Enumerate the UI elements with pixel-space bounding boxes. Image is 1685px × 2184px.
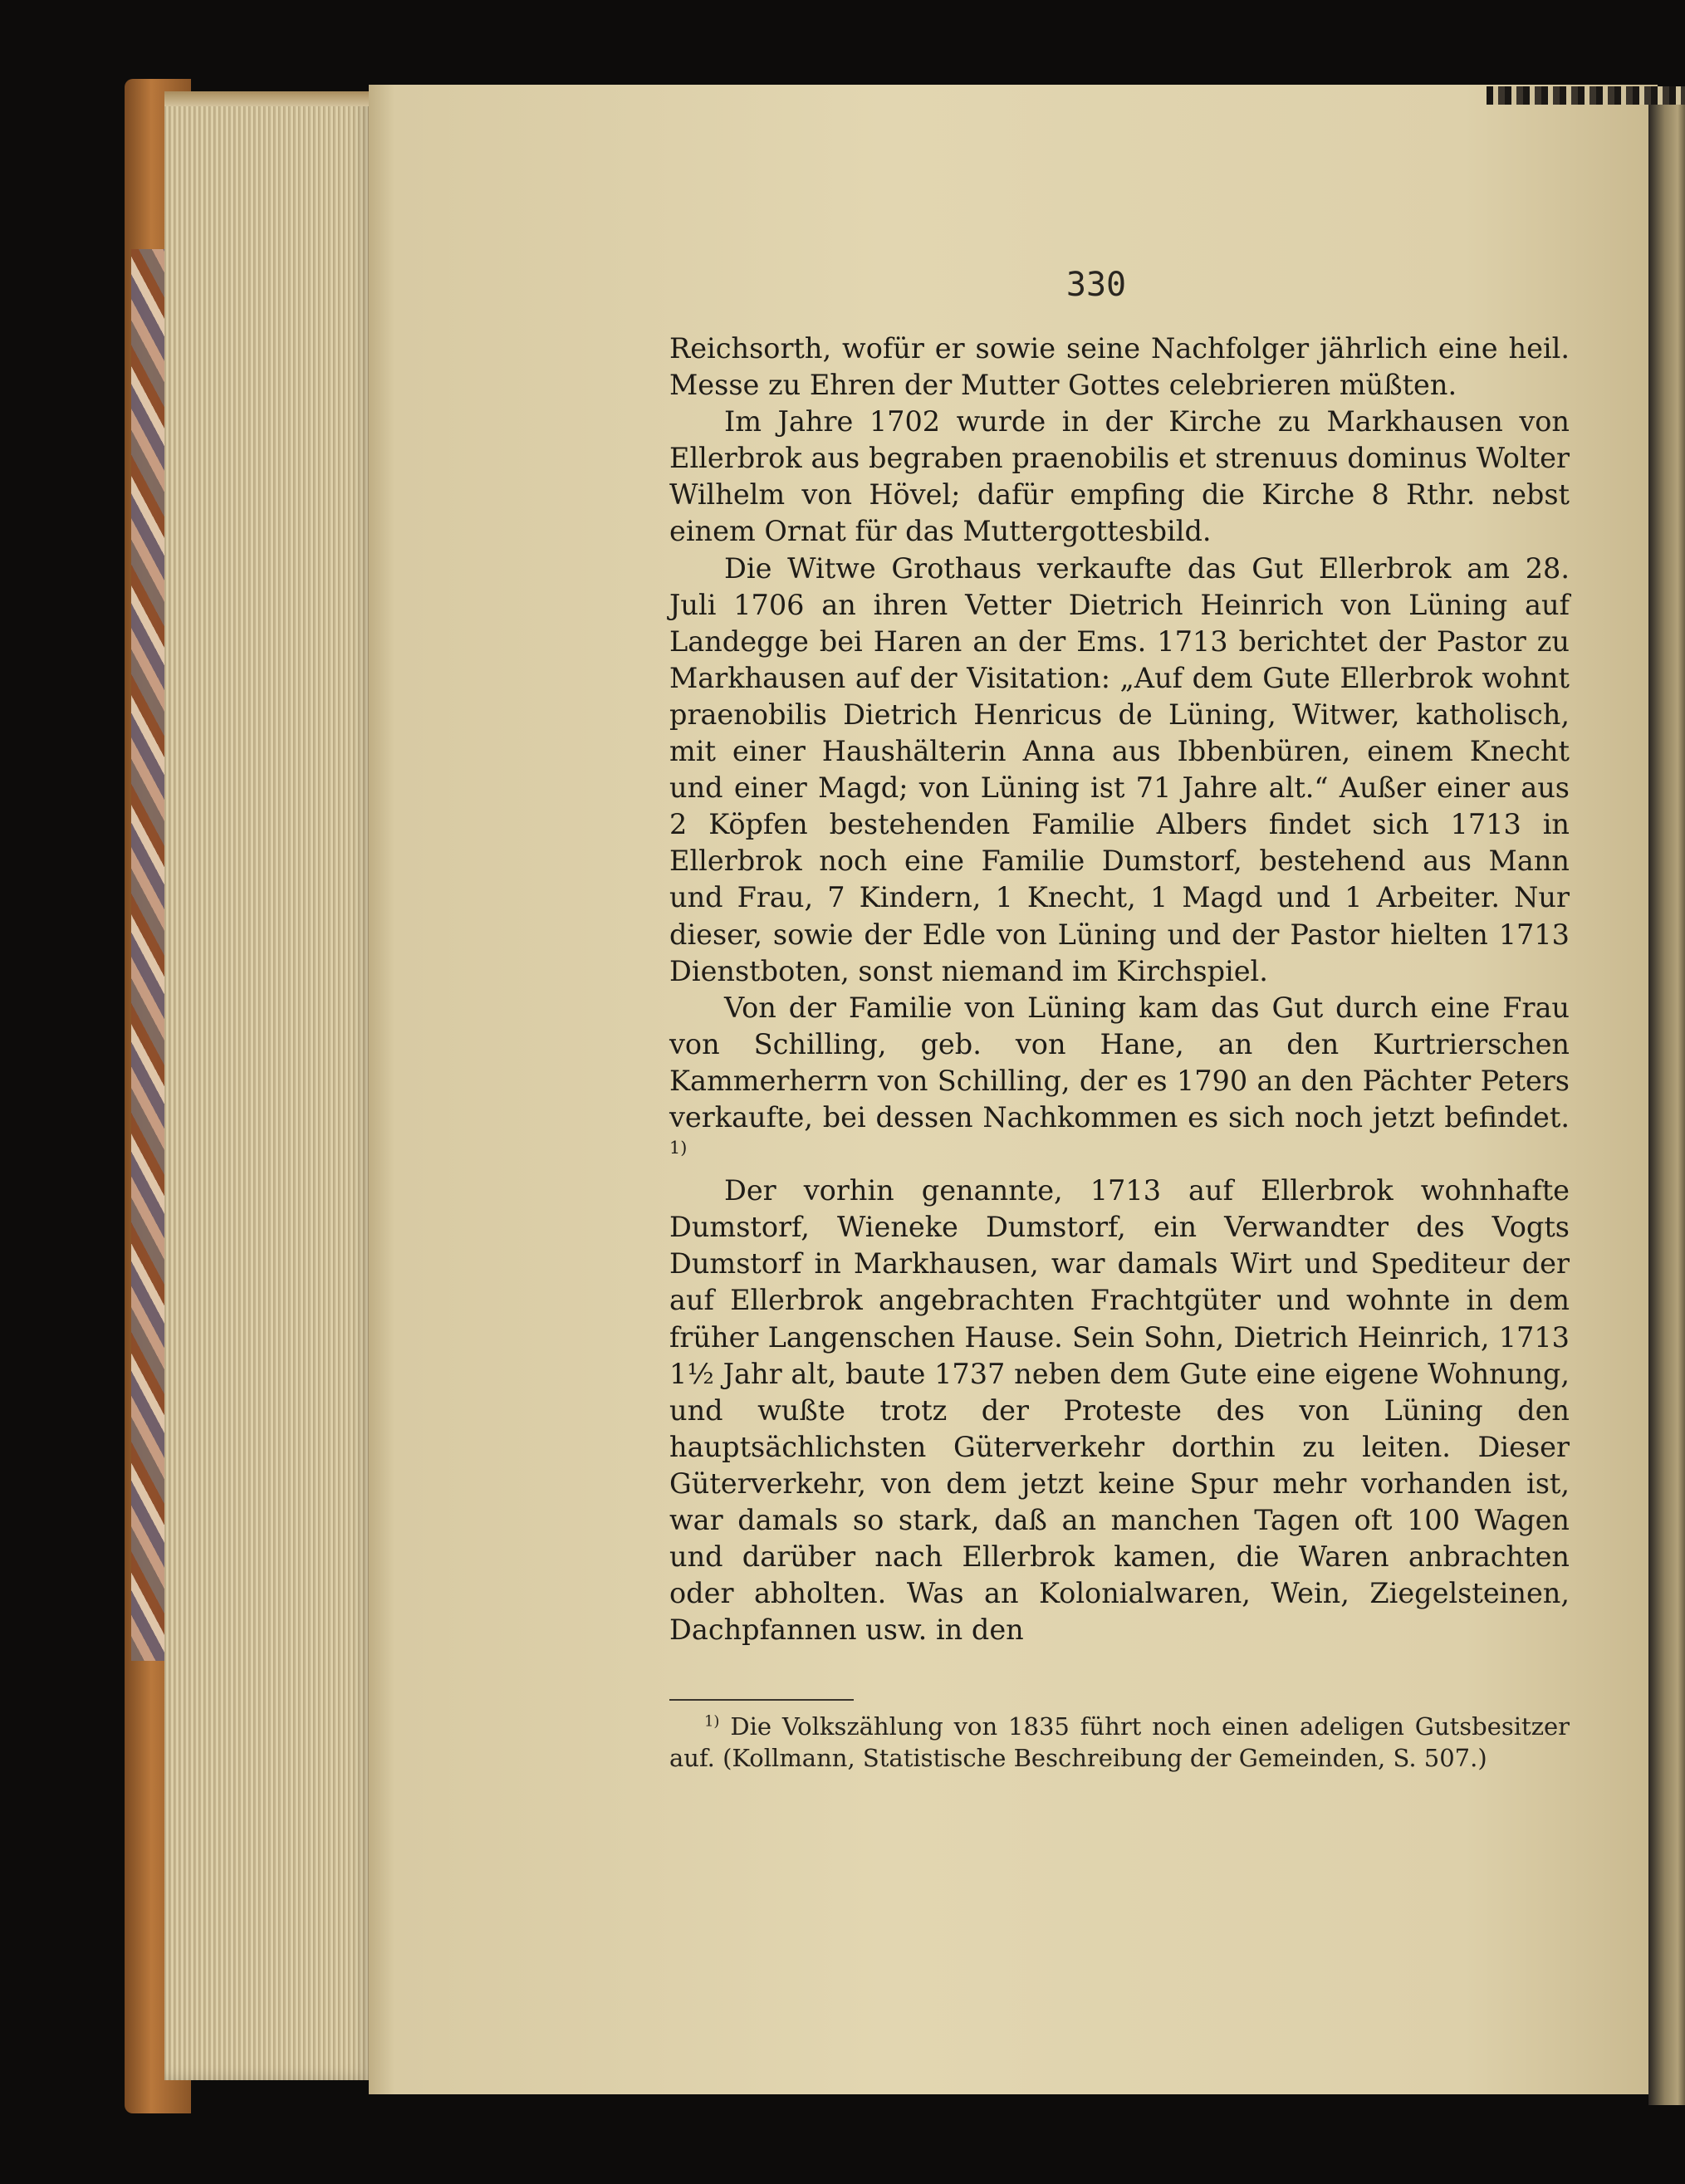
page-block-edges	[164, 91, 372, 2080]
footnote-marker: 1)	[704, 1712, 720, 1731]
footnote-text: Die Volkszählung von 1835 führt noch einen adeligen Gutsbesitzer auf. (Kollmann, Statistische Beschreibung der Gemeinden, S. 507.)	[669, 1712, 1570, 1772]
paragraph-text: Von der Familie von Lüning kam das Gut durch eine Frau von Schilling, geb. von Hane, an den Kurtrierschen Kammerherrn von Schilling, der es 1790 an den Pächter Peters verkaufte, bei dessen Nachkommen es sich noch jetzt befindet.	[669, 991, 1570, 1134]
body-text	[669, 331, 1570, 1648]
page-block-top	[164, 91, 380, 106]
paragraph: Die Witwe Grothaus verkaufte das Gut Ellerbrok am 28. Juli 1706 an ihren Vetter Dietrich Heinrich von Lüning auf Landegge bei Haren an der Ems. 1713 berichtet der Pastor zu Markhausen auf der Visitation: „Auf dem Gute Ellerbrok wohnt praenobilis Dietrich Henricus de Lüning, Witwer, katholisch, mit einer Haushälterin Anna aus Ibbenbüren, einem Knecht und einer Magd; von Lüning ist 71 Jahre alt.“ Außer einer aus 2 Köpfen bestehenden Familie Albers findet sich 1713 in Ellerbrok noch eine Familie Dumstorf, bestehend aus Mann und Frau, 7 Kindern, 1 Knecht, 1 Magd und 1 Arbeiter. Nur dieser, sowie der Edle von Lüning und der Pastor hielten 1713 Dienstboten, sonst niemand im Kirchspiel.	[669, 551, 1570, 987]
paragraph: Im Jahre 1702 wurde in der Kirche zu Markhausen von Ellerbrok aus begraben praenobilis et strenuus dominus Wolter Wilhelm von Hövel; dafür empfing die Kirche 8 Rthr. nebst einem Ornat für das Muttergottesbild.	[669, 405, 1570, 548]
paragraph: Der vorhin genannte, 1713 auf Ellerbrok wohnhafte Dumstorf, Wieneke Dumstorf, ein Verwandter des Vogts Dumstorf in Markhausen, war damals Wirt und Spediteur der auf Ellerbrok angebrachten Frachtgüter und wohnte in dem früher Langenschen Hause. Sein Sohn, Dietrich Heinrich, 1713 1½ Jahr alt, baute 1737 neben dem Gute eine eigene Wohnung, und wußte trotz der Proteste des von Lüning den hauptsächlichsten Güterverkehr dorthin zu leiten. Dieser Güterverkehr, von dem jetzt keine Spur mehr vorhanden ist, war damals so stark, daß an manchen Tagen oft 100 Wagen und darüber nach Ellerbrok kamen, die Waren anbrachten oder abholten. Was an Kolonialwaren, Wein, Ziegelsteinen, Dachpfannen usw. in den	[669, 1174, 1570, 1647]
footnote-paragraph	[669, 1711, 1570, 1774]
top-edge-strip	[1487, 86, 1685, 105]
page-number: 330	[1065, 266, 1127, 304]
footnote	[669, 1711, 1570, 1774]
footnote-rule	[669, 1699, 854, 1701]
paragraph	[669, 990, 1570, 1173]
footnote-reference: 1)	[669, 1137, 688, 1158]
facing-page-edge	[1648, 95, 1685, 2105]
paragraph: Reichsorth, wofür er sowie seine Nachfolger jährlich eine heil. Messe zu Ehren der Mutter Gottes celebrieren müßten.	[669, 332, 1570, 402]
